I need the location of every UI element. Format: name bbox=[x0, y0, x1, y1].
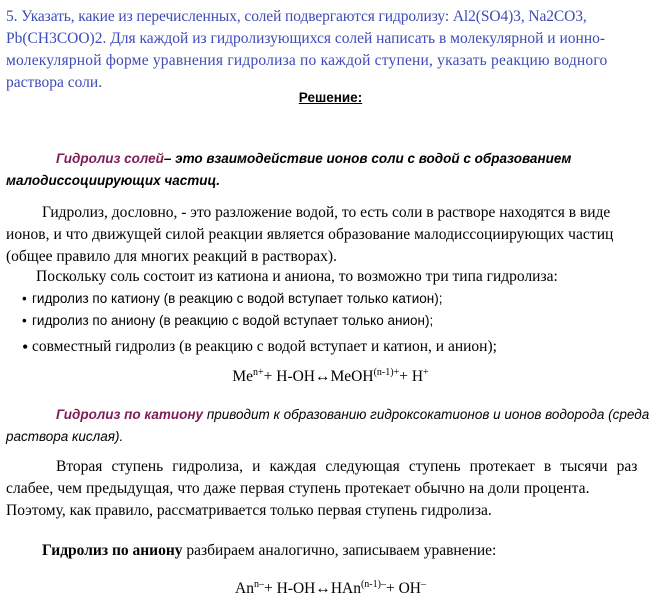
paragraph-hydrolysis bbox=[6, 202, 642, 268]
eq-end: + H bbox=[399, 368, 424, 385]
paragraph-line: (общее правило для многих реакций в растворах). bbox=[6, 248, 337, 265]
eq-h-charge: + bbox=[423, 367, 429, 378]
paragraph-line: Гидролиз, дословно, - это разложение водой, то есть соли в растворе находятся в виде bbox=[42, 204, 611, 221]
equation-anion bbox=[0, 580, 661, 598]
equation-cation bbox=[0, 368, 661, 386]
anion-hydrolysis bbox=[6, 540, 642, 562]
solution-heading: Решение: bbox=[298, 90, 363, 105]
eq-me-charge: n+ bbox=[253, 367, 264, 378]
task-line: Pb(CH3COO)2. Для каждой из гидролизующихся солей написать в молекулярной и ионно- bbox=[6, 30, 606, 47]
cation-hydrolysis bbox=[6, 404, 650, 448]
definition bbox=[6, 148, 642, 192]
paragraph-line-text: Вторая ступень гидролиза, и каждая следующая ступень протекает в тысячи раз bbox=[56, 458, 638, 475]
list-item: • совместный гидролиз (в реакцию с водой вступает и катион, и анион); bbox=[6, 336, 642, 358]
cation-term: Гидролиз по катиону bbox=[56, 407, 204, 422]
paragraph-line: Поэтому, как правило, рассматривается только первая ступень гидролиза. bbox=[6, 502, 492, 519]
list-item: • гидролиз по катиону (в реакцию с водой вступает только катион); bbox=[6, 288, 642, 310]
eq-middle: + H-OH↔MeOH bbox=[263, 368, 374, 385]
cation-line bbox=[6, 404, 650, 426]
eq-me: Me bbox=[232, 368, 253, 385]
definition-line bbox=[6, 148, 642, 170]
paragraph-line: слабее, чем предыдущая, что даже первая ступень протекает обычно на доли процента. bbox=[6, 480, 590, 497]
eq-han-charge: (n-1)– bbox=[360, 579, 386, 590]
eq-oh-charge: – bbox=[420, 579, 426, 590]
anion-term: Гидролиз по аниону bbox=[42, 542, 183, 559]
list-item: • гидролиз по аниону (в реакцию с водой вступает только анион); bbox=[6, 310, 642, 332]
definition-line-2: малодиссоциирующих частиц. bbox=[6, 173, 221, 188]
cation-text: приводит к образованию гидроксокатионов и ионов водорода (среда bbox=[203, 407, 650, 422]
eq-end-2: + OH bbox=[385, 580, 421, 597]
eq-meoh-charge: (n-1)+ bbox=[373, 367, 400, 378]
eq-middle-2: + H-OH↔HAn bbox=[263, 580, 361, 597]
task-line: молекулярной форме уравнения гидролиза по каждой ступени, указать реакцию водного bbox=[6, 52, 608, 69]
anion-line bbox=[6, 540, 642, 562]
definition-term: Гидролиз солей bbox=[56, 151, 164, 166]
definition-text: – это взаимодействие ионов соли с водой с образованием bbox=[163, 151, 572, 166]
paragraph-line: ионов, и что движущей силой реакции является образование малодиссоциирующих частиц bbox=[6, 226, 614, 243]
paragraph-line bbox=[6, 456, 642, 478]
hydrolysis-types-list bbox=[6, 288, 642, 358]
eq-an: An bbox=[235, 580, 254, 597]
task-statement bbox=[6, 6, 642, 94]
task-line: раствора соли. bbox=[6, 74, 103, 91]
eq-an-charge: n– bbox=[253, 579, 264, 590]
paragraph-steps bbox=[6, 456, 642, 522]
task-line: 5. Указать, какие из перечисленных, солей подвергаются гидролизу: Al2(SO4)3, Na2CO3, bbox=[6, 8, 587, 25]
paragraph-line: Поскольку соль состоит из катиона и аниона, то возможно три типа гидролиза: bbox=[36, 268, 558, 285]
anion-text: разбираем аналогично, записываем уравнение: bbox=[182, 542, 497, 559]
cation-line-2: раствора кислая). bbox=[6, 429, 124, 444]
paragraph-types bbox=[6, 266, 642, 288]
